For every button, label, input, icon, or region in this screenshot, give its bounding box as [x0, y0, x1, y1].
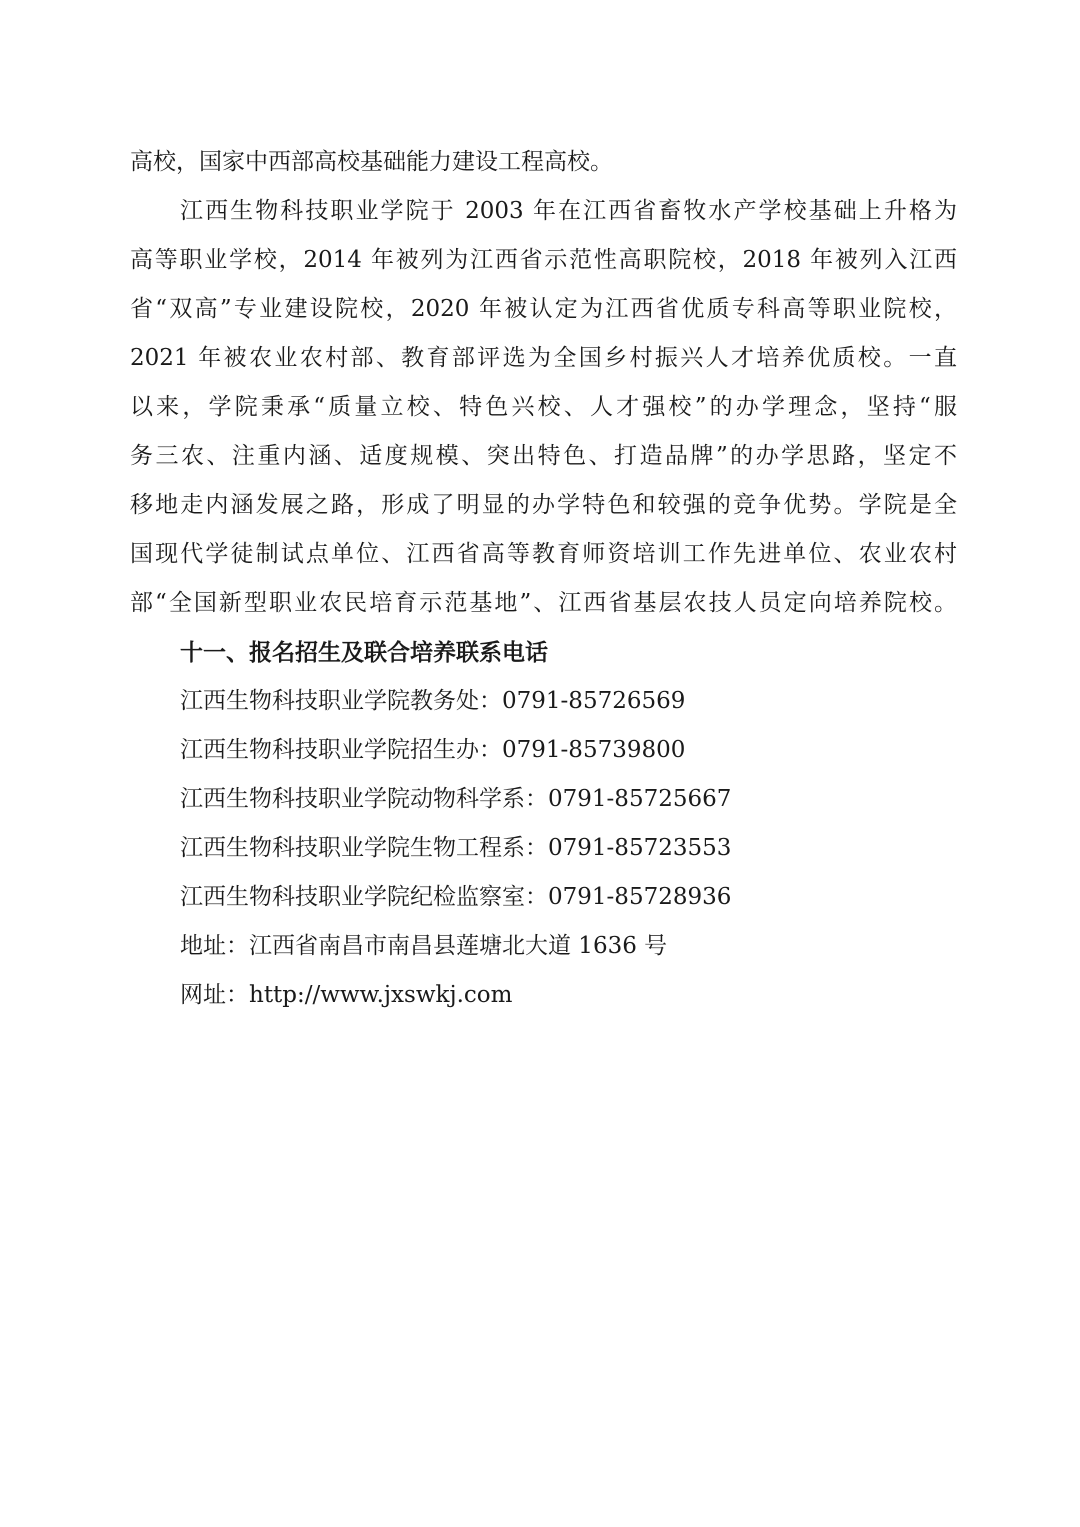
contact-item: 江西生物科技职业学院纪检监察室：0791-85728936: [180, 884, 732, 910]
contact-item: 江西生物科技职业学院教务处：0791-85726569: [180, 688, 686, 714]
address: 地址：江西省南昌市南昌县莲塘北大道 1636 号: [180, 933, 668, 959]
contact-item: 江西生物科技职业学院招生办：0791-85739800: [180, 737, 686, 763]
contact-item: 江西生物科技职业学院动物科学系：0791-85725667: [180, 786, 732, 812]
document-page: [130, 138, 957, 1020]
text-line: 高等职业学校，2014 年被列为江西省示范性高职院校，2018 年被列入江西: [130, 247, 957, 273]
text-line: 2021 年被农业农村部、教育部评选为全国乡村振兴人才培养优质校。一直: [130, 345, 957, 371]
college-intro-paragraph: [130, 187, 957, 628]
text-line: 部“全国新型职业农民培育示范基地”、江西省基层农技人员定向培养院校。: [130, 590, 957, 616]
text-line: 国现代学徒制试点单位、江西省高等教育师资培训工作先进单位、农业农村: [130, 541, 957, 567]
text-line: 以来，学院秉承“质量立校、特色兴校、人才强校”的办学理念，坚持“服: [130, 394, 957, 420]
section-heading: 十一、报名招生及联合培养联系电话: [180, 639, 548, 666]
text-line: 省“双高”专业建设院校，2020 年被认定为江西省优质专科高等职业院校，: [130, 296, 957, 322]
website: 网址：http://www.jxswkj.com: [180, 982, 513, 1008]
text-line: 务三农、注重内涵、适度规模、突出特色、打造品牌”的办学思路，坚定不: [130, 443, 957, 469]
contact-list: [130, 677, 957, 1020]
text-line: 移地走内涵发展之路，形成了明显的办学特色和较强的竞争优势。学院是全: [130, 492, 957, 518]
contact-item: 江西生物科技职业学院生物工程系：0791-85723553: [180, 835, 732, 861]
text-line: 江西生物科技职业学院于 2003 年在江西省畜牧水产学校基础上升格为: [180, 198, 957, 224]
text-line: 高校，国家中西部高校基础能力建设工程高校。: [130, 149, 613, 175]
